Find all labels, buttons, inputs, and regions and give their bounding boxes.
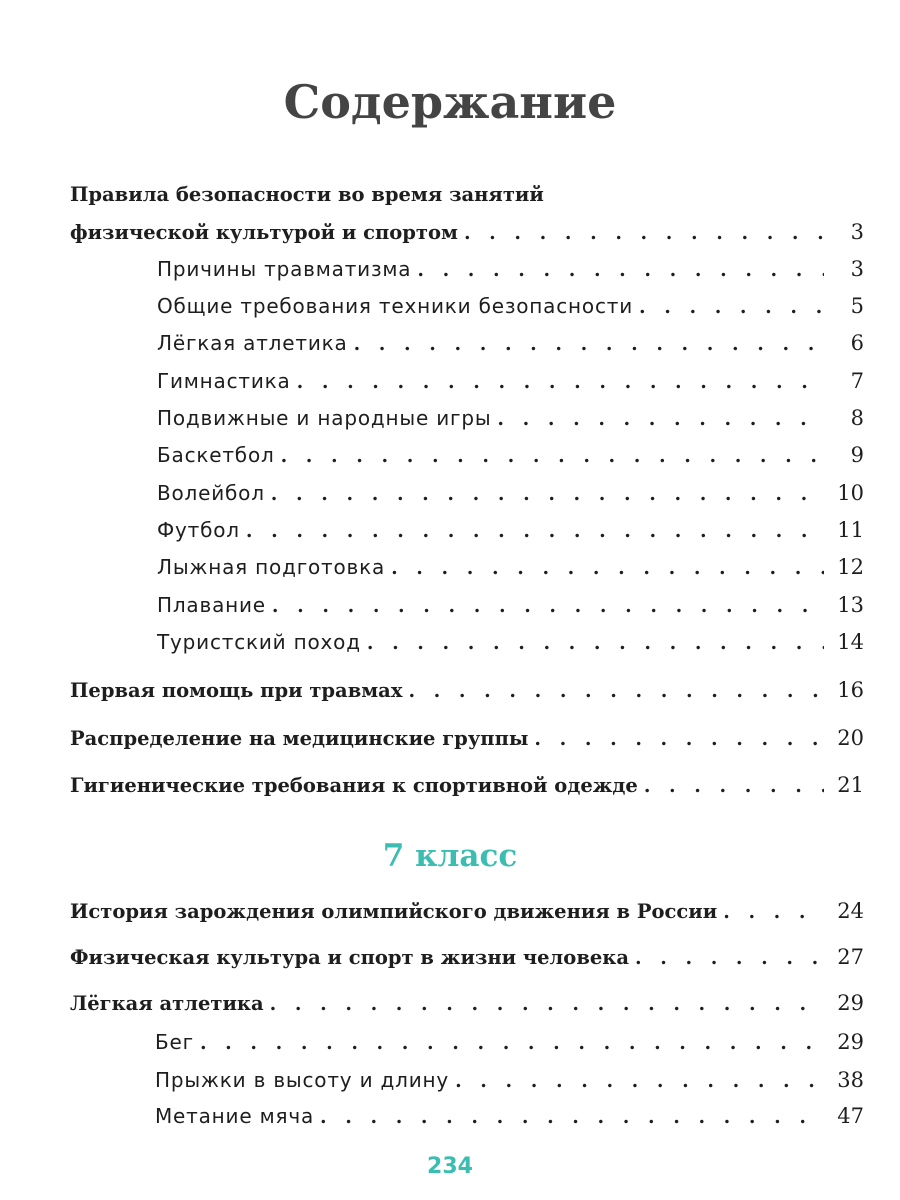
toc-entry-label: Лёгкая атлетика	[70, 992, 264, 1015]
leader-dots	[391, 553, 824, 583]
toc-page-number: 3	[850, 257, 864, 281]
toc-subentry-label: Лыжная подготовка	[157, 555, 386, 579]
toc-subentry	[157, 403, 864, 434]
toc-subentry-label: Гимнастика	[157, 369, 291, 393]
toc-subentry	[157, 291, 864, 322]
toc-entry	[70, 675, 864, 706]
toc-page-number: 8	[850, 406, 864, 430]
leader-dots	[270, 989, 824, 1019]
toc-subentry-label: Метание мяча	[155, 1104, 314, 1128]
toc-subentry	[157, 590, 864, 621]
leader-dots	[271, 479, 824, 509]
toc-subentry-label: Туристский поход	[157, 630, 361, 654]
toc-subentry	[157, 478, 864, 509]
leader-dots	[281, 441, 824, 471]
toc-subentry-label: Бег	[155, 1030, 194, 1054]
toc-entry-label: Распределение на медицинские группы	[70, 727, 529, 750]
toc-subentry	[157, 627, 864, 658]
toc-entry-label: Гигиенические требования к спортивной одежде	[70, 774, 638, 797]
toc-subentry-label: Подвижные и народные игры	[157, 406, 492, 430]
leader-dots	[246, 516, 824, 546]
leader-dots	[455, 1066, 824, 1096]
toc-page-number: 11	[837, 518, 864, 542]
toc-page-number: 38	[837, 1068, 864, 1092]
toc-entry	[70, 723, 864, 754]
toc-entry	[70, 942, 864, 973]
leader-dots	[200, 1028, 824, 1058]
leader-dots	[367, 628, 824, 658]
toc-entry-label: Первая помощь при травмах	[70, 679, 403, 702]
toc-page-number: 12	[837, 555, 864, 579]
toc-page-number: 29	[837, 991, 864, 1015]
toc-subentry-label: Баскетбол	[157, 443, 275, 467]
leader-dots	[354, 329, 824, 359]
toc-page-number: 10	[837, 481, 864, 505]
toc-page-number: 27	[837, 945, 864, 969]
toc-entry	[70, 770, 864, 801]
toc-page-number: 5	[850, 294, 864, 318]
toc-subentry-label: Причины травматизма	[157, 257, 412, 281]
toc-heading-line1: Правила безопасности во время занятий	[70, 183, 544, 206]
leader-dots	[497, 404, 824, 434]
toc-subentry-label: Прыжки в высоту и длину	[155, 1068, 450, 1092]
toc-subentry	[157, 515, 864, 546]
leader-dots	[635, 943, 824, 973]
toc-subentry	[157, 440, 864, 471]
toc-entry-label: История зарождения олимпийского движения в России	[70, 900, 718, 923]
toc-subentry	[157, 328, 864, 359]
leader-dots	[408, 676, 824, 706]
toc-subentry	[157, 254, 864, 285]
toc-subentry-label: Плавание	[157, 593, 266, 617]
toc-page-number: 20	[837, 726, 864, 750]
leader-dots	[417, 255, 824, 285]
toc-subentry-label: Общие требования техники безопасности	[157, 294, 633, 318]
toc-subentry	[155, 1065, 864, 1096]
toc-entry-label: физической культурой и спортом	[70, 221, 458, 244]
toc-entry	[70, 988, 864, 1019]
toc-page-number: 9	[850, 443, 864, 467]
toc-page-number: 7	[850, 369, 864, 393]
toc-subentry	[155, 1101, 864, 1132]
toc-entry	[70, 896, 864, 927]
toc-subentry-label: Волейбол	[157, 481, 265, 505]
leader-dots	[534, 724, 824, 754]
toc-page-number: 14	[837, 630, 864, 654]
toc-entry-label: Физическая культура и спорт в жизни человека	[70, 946, 629, 969]
page-number: 234	[427, 1154, 473, 1179]
toc-page-number: 3	[850, 220, 864, 244]
grade-heading: 7 класс	[382, 838, 518, 874]
leader-dots	[464, 218, 824, 248]
page-title: Содержание	[283, 75, 617, 129]
toc-subentry	[157, 552, 864, 583]
toc-page-number: 13	[837, 593, 864, 617]
leader-dots	[644, 771, 824, 801]
toc-subentry-label: Лёгкая атлетика	[157, 331, 348, 355]
toc-subentry	[157, 366, 864, 397]
toc-page-number: 29	[837, 1030, 864, 1054]
toc-subentry-label: Футбол	[157, 518, 240, 542]
leader-dots	[297, 367, 824, 397]
toc-entry-safety-rules	[70, 217, 864, 248]
toc-page-number: 21	[837, 773, 864, 797]
toc-page-number: 24	[837, 899, 864, 923]
toc-page-number: 47	[837, 1104, 864, 1128]
leader-dots	[723, 897, 824, 927]
toc-page-number: 6	[850, 331, 864, 355]
toc-page-number: 16	[837, 678, 864, 702]
toc-subentry	[155, 1027, 864, 1058]
leader-dots	[272, 591, 824, 621]
leader-dots	[320, 1102, 824, 1132]
leader-dots	[639, 292, 824, 322]
